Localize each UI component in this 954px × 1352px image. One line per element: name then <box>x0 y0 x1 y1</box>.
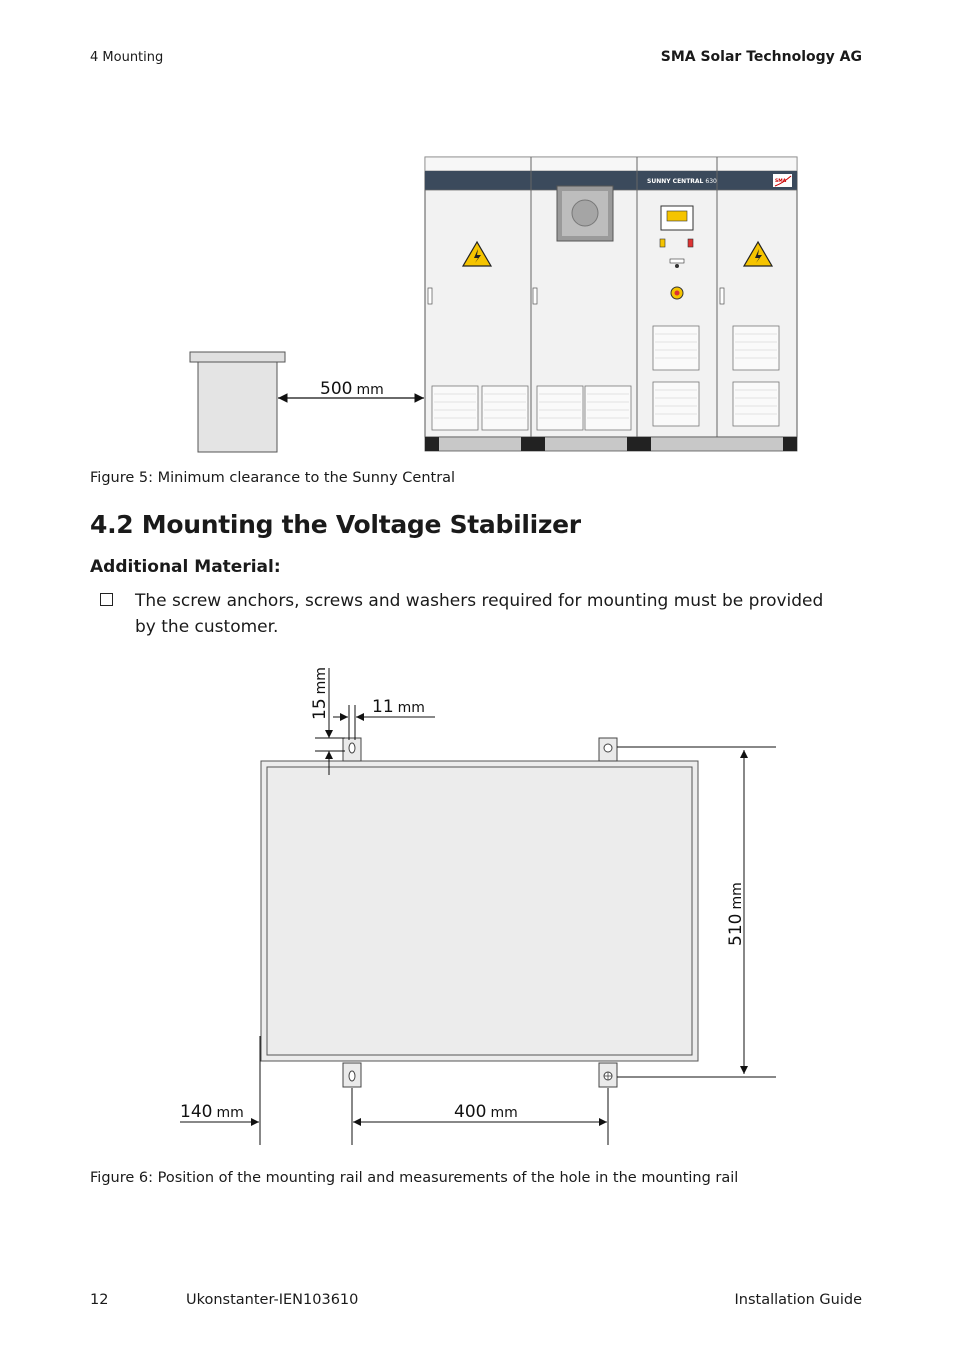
subheading-additional-material: Additional Material: <box>90 557 281 577</box>
figure-6-caption: Figure 6: Position of the mounting rail and measurements of the hole in the mounting rail <box>90 1170 739 1186</box>
header-company: SMA Solar Technology AG <box>660 49 862 65</box>
figure-6-mounting-rail-diagram <box>0 650 954 1170</box>
header-chapter: 4 Mounting <box>90 50 164 65</box>
figure-5-caption: Figure 5: Minimum clearance to the Sunny Central <box>90 470 456 486</box>
dimension-510-label: 510mm <box>726 882 746 946</box>
footer-page-number: 12 <box>90 1292 109 1308</box>
brand-label: SUNNY CENTRAL 630 <box>647 178 717 185</box>
sma-logo: SMA <box>775 179 787 184</box>
footer-doc-type: Installation Guide <box>734 1292 862 1308</box>
figure-5-sunny-central-clearance <box>0 0 954 470</box>
voltage-stabilizer-front-view <box>261 761 698 1061</box>
checkbox-icon <box>100 593 113 606</box>
dimension-500-label: 500 mm <box>320 379 384 399</box>
dimension-400-label: 400 mm <box>454 1102 518 1122</box>
footer-doc-id: Ukonstanter-IEN103610 <box>186 1292 359 1308</box>
section-title: 4.2 Mounting the Voltage Stabilizer <box>90 510 581 539</box>
voltage-stabilizer-side-view <box>190 352 285 452</box>
material-item-text: The screw anchors, screws and washers required for mounting must be provided by the customer. <box>135 591 824 637</box>
dimension-15-label: 15mm <box>310 667 330 720</box>
dimension-11-label: 11 mm <box>372 697 425 717</box>
dimension-140-label: 140 mm <box>180 1102 244 1122</box>
sunny-central-cabinet <box>425 157 797 451</box>
